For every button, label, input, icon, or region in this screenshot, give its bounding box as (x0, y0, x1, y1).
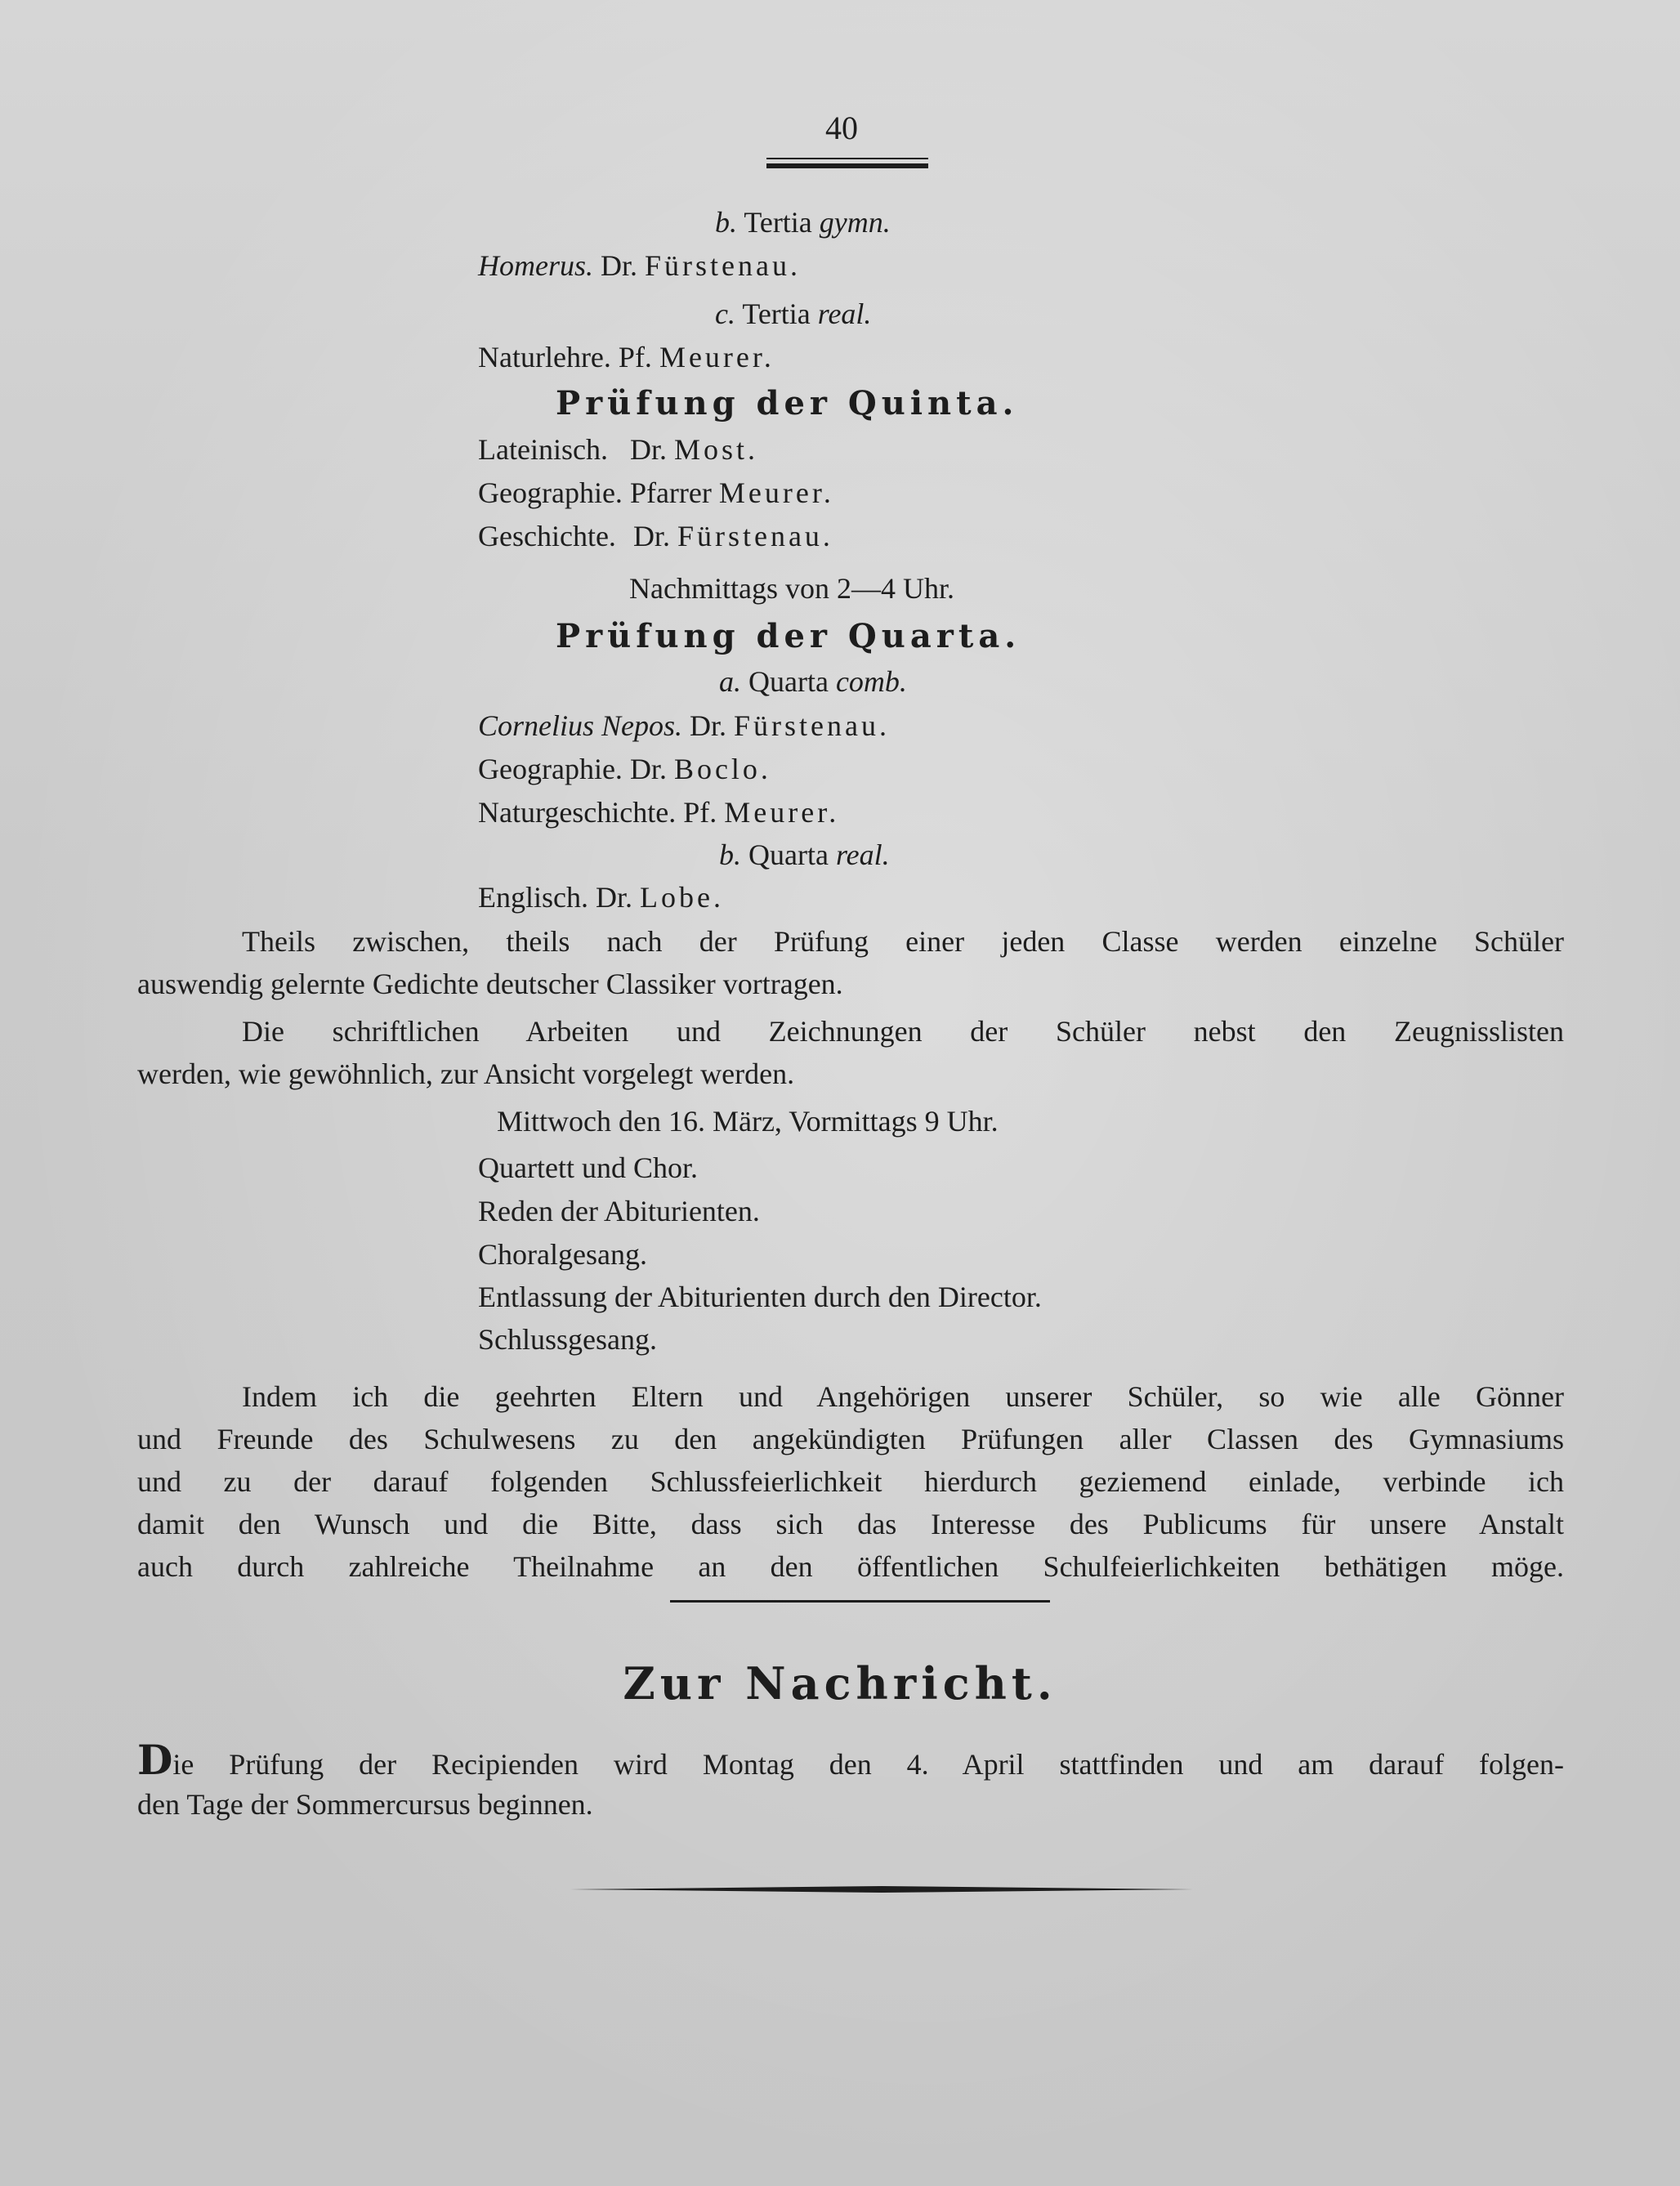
tertia-gymn-label: Tertia (744, 206, 812, 239)
quarta-real-suffix: real. (835, 838, 890, 871)
programme-item: Choralgesang. (478, 1238, 647, 1271)
quarta-real-prefix: b. (719, 838, 741, 871)
teacher-title: Pf. (618, 341, 652, 373)
teacher-title: Dr. (632, 520, 670, 552)
quarta-row (478, 751, 771, 787)
subject: Englisch. (478, 881, 588, 914)
tertia-gymn-prefix: b. (715, 206, 737, 239)
programme-item: Schlussgesang. (478, 1323, 657, 1356)
paragraph-line: Theils zwischen, theils nach der Prüfung einer jeden Classe werden einzelne Schüler (242, 925, 1564, 958)
teacher-name: Fürstenau. (645, 249, 801, 282)
quarta-comb-suffix: comb. (835, 665, 907, 698)
quarta-comb-heading (719, 664, 907, 700)
teacher-name: Lobe. (639, 881, 724, 914)
page-number: 40 (825, 110, 858, 146)
tertia-real-row (478, 339, 775, 375)
quarta-heading: Prüfung der Quarta. (556, 617, 1021, 655)
paragraph-line: werden, wie gewöhnlich, zur Ansicht vorgelegt werden. (137, 1057, 795, 1090)
tertia-gymn-suffix: gymn. (819, 206, 891, 239)
programme-item: Reden der Abiturienten. (478, 1195, 760, 1227)
quarta-comb-prefix: a. (719, 665, 741, 698)
tertia-real-heading (715, 296, 871, 332)
notice-line: den Tage der Sommercursus beginnen. (137, 1788, 593, 1821)
header-rule (766, 163, 928, 168)
notice-heading: Zur Nachricht. (623, 1657, 1057, 1710)
teacher-name: Meurer. (724, 796, 840, 829)
tertia-real-label: Tertia (742, 297, 811, 330)
notice-line (137, 1736, 1564, 1786)
teacher-name: Fürstenau. (734, 709, 890, 742)
quinta-row (478, 475, 834, 511)
teacher-title: Pf. (683, 796, 717, 829)
programme-item: Quartett und Chor. (478, 1151, 698, 1184)
tertia-gymn-heading (715, 204, 891, 240)
teacher-name: Fürstenau. (677, 520, 833, 552)
teacher-name: Meurer. (659, 341, 775, 373)
paragraph-line: Indem ich die geehrten Eltern und Angehörigen unserer Schüler, so wie alle Gönner (242, 1380, 1564, 1413)
subject: Naturgeschichte. (478, 796, 677, 829)
quarta-comb-label: Quarta (748, 665, 829, 698)
paragraph-line: auch durch zahlreiche Theilnahme an den öffentlichen Schulfeierlichkeiten bethätigen möge. (137, 1550, 1564, 1583)
header-rule-thin (766, 158, 928, 159)
subject: Cornelius Nepos. (478, 709, 683, 742)
paragraph-line: auswendig gelernte Gedichte deutscher Classiker vortragen. (137, 968, 843, 1000)
tertia-gymn-row (478, 248, 801, 284)
teacher-name: Boclo. (673, 753, 771, 785)
quarta-row (478, 879, 724, 915)
subject: Geographie. (478, 753, 623, 785)
subject: Geographie. (478, 476, 623, 509)
subject: Naturlehre. (478, 341, 611, 373)
teacher-title: Dr. (629, 433, 667, 466)
quarta-row (478, 708, 890, 744)
subject: Lateinisch. (478, 433, 608, 466)
wednesday-heading: Mittwoch den 16. März, Vormittags 9 Uhr. (497, 1105, 999, 1138)
paragraph-line: damit den Wunsch und die Bitte, dass sich das Interesse des Publicums für unsere Anstalt (137, 1508, 1564, 1540)
quinta-row (478, 518, 833, 554)
teacher-title: Pfarrer (629, 476, 712, 509)
subject: Geschichte. (478, 520, 616, 552)
quarta-row (478, 794, 839, 830)
paragraph-line: und Freunde des Schulwesens zu den angekündigten Prüfungen aller Classen des Gymnasiums (137, 1423, 1564, 1455)
afternoon-time: Nachmittags von 2—4 Uhr. (629, 572, 954, 605)
teacher-name: Meurer. (718, 476, 834, 509)
programme-item: Entlassung der Abiturienten durch den Director. (478, 1281, 1042, 1313)
paragraph-line: Die schriftlichen Arbeiten und Zeichnungen der Schüler nebst den Zeugnisslisten (242, 1015, 1564, 1048)
quarta-real-heading (719, 837, 890, 873)
tertia-real-prefix: c. (715, 297, 735, 330)
teacher-name: Most. (673, 433, 758, 466)
closing-ornament-rule (570, 1886, 1193, 1893)
tertia-real-suffix: real. (817, 297, 872, 330)
quinta-heading: Prüfung der Quinta. (556, 384, 1019, 422)
section-divider (670, 1600, 1050, 1603)
subject: Homerus. (478, 249, 593, 282)
quinta-row (478, 431, 758, 467)
teacher-title: Dr. (601, 249, 637, 282)
paragraph-line: und zu der darauf folgenden Schlussfeierlichkeit hierdurch geziemend einlade, verbinde ich (137, 1465, 1564, 1498)
teacher-title: Dr. (690, 709, 727, 742)
quarta-real-label: Quarta (748, 838, 829, 871)
drop-cap: D (137, 1736, 173, 1784)
teacher-title: Dr. (629, 753, 667, 785)
teacher-title: Dr. (595, 881, 632, 914)
notice-line-text: ie Prüfung der Recipienden wird Montag den 4. April stattfinden und am darauf folgen- (172, 1748, 1564, 1781)
